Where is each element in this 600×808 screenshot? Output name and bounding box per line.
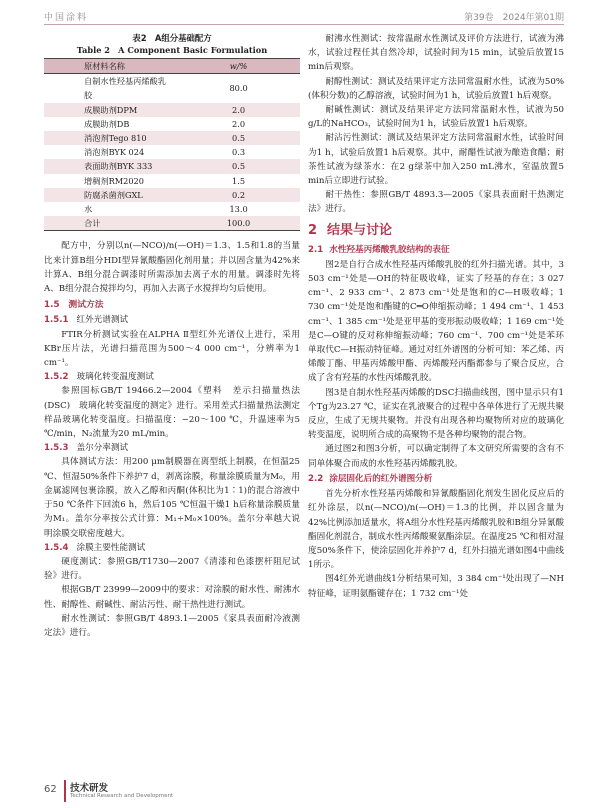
- material-name: 表面助剂BYK 333: [44, 159, 177, 173]
- table-row: [44, 159, 300, 173]
- section-title: 测试方法: [68, 300, 104, 311]
- material-fraction: 0.3: [232, 147, 246, 158]
- table-row: [44, 103, 300, 117]
- table-row: [44, 188, 300, 202]
- material-fraction: 100.0: [177, 216, 300, 231]
- footer-accent-bar: [64, 780, 66, 802]
- page-number: 62: [44, 784, 57, 795]
- right-column: [308, 32, 564, 601]
- material-fraction: 2.0: [232, 118, 246, 129]
- section-number: 2.1: [308, 244, 324, 255]
- section-number: 1.5: [44, 300, 60, 311]
- table-row: [44, 202, 300, 216]
- table-row: [44, 74, 300, 103]
- section-title: 玻璃化转变温度测试: [76, 372, 154, 383]
- table-row: [44, 216, 300, 231]
- section-1-5-4-heading: [44, 541, 300, 555]
- table-caption-cn: 表2 A组分基础配方: [132, 33, 212, 43]
- material-fraction: 2.0: [177, 103, 300, 117]
- ir-spectrum-paragraph: 图2是自行合成水性羟基丙烯酸乳胶的红外扫描光谱。其中，3 503 cm⁻¹处是—OH的特征吸收峰，证实了羟基的存在；3 027 cm⁻¹、2 933 cm⁻¹、2 873 cm⁻¹处是饱和的C—H吸收峰；1 730 cm⁻¹处是饱和酯键的C═O伸缩振动峰；1 494 cm⁻¹、1 453 cm⁻¹、1 385 cm⁻¹处是亚甲基的变形振动吸收峰；1 169 cm⁻¹处是C—O键的反对称伸缩振动峰；760 cm⁻¹、700 cm⁻¹处是苯环单取代C—H振动特征峰。通过对红外谱图的分析可知：苯乙烯、丙烯酸丁酯、甲基丙烯酸甲酯、丙烯酸羟丙酯都参与了聚合反应，合成了含有羟基的水性丙烯酸乳胶。: [308, 259, 564, 384]
- section-title: 涂层固化后的红外谱图分析: [329, 473, 433, 484]
- section-1-5-3-heading: [44, 441, 300, 455]
- stain-paragraph: 耐沾污性测试：测试及结果评定方法同常温耐水性，试验时间为1 h，试验后放置1 h后观察。其中，耐醋性试液为酿造食醋；耐茶性试液为绿茶水：在2 g绿茶中加入250 mL沸水，室温放置5 min后立即进行试验。: [308, 133, 564, 187]
- section-number: 1.5.1: [44, 315, 69, 326]
- section-2-heading: [308, 221, 564, 241]
- journal-name: 中国涂料: [44, 13, 89, 23]
- material-fraction: 1.5: [232, 175, 246, 186]
- material-name: 成膜助剂DB: [84, 118, 130, 129]
- issue-info: 第39卷 2024年第01期: [464, 13, 564, 23]
- section-title: 盖尔分率测试: [76, 443, 129, 454]
- material-name: 合计: [44, 216, 177, 231]
- boiling-water-paragraph: 耐沸水性测试：按常温耐水性测试及评价方法进行，试液为沸水，试验过程任其自然冷却，试验时间为15 min，试验后放置15 min后观察。: [308, 34, 564, 73]
- section-2-2-heading: [308, 472, 564, 486]
- formulation-table: [44, 58, 300, 231]
- curve-analysis-paragraph: 图4红外光谱曲线1分析结果可知，3 384 cm⁻¹处出现了—NH特征峰，证明氨酯键存在；1 732 cm⁻¹处: [308, 574, 564, 599]
- table-header-value: w/%: [177, 59, 300, 74]
- table-row: [44, 117, 300, 131]
- section-number: 1.5.4: [44, 542, 69, 553]
- water-resistance-paragraph: 耐水性测试：参照GB/T 4893.1—2005《家具表面耐冷液测定法》进行。: [44, 613, 300, 638]
- table-row: [44, 174, 300, 188]
- section-title: 结果与讨论: [327, 222, 393, 238]
- table-caption-en: Table 2 A Component Basic Formulation: [76, 45, 268, 55]
- material-fraction: 0.5: [177, 159, 300, 173]
- section-number: 2: [308, 222, 318, 238]
- material-name: 增稠剂RM2020: [84, 175, 144, 186]
- material-fraction: 13.0: [229, 204, 248, 215]
- section-number: 1.5.3: [44, 443, 69, 454]
- running-header: [44, 8, 564, 24]
- section-2-1-heading: [308, 243, 564, 257]
- standard-paragraph: 根据GB/T 23999—2009中的要求：对涂膜的耐水性、耐沸水性、耐醇性、耐碱性、耐沾污性、耐干热性进行测试。: [44, 585, 300, 610]
- dry-heat-paragraph: 耐干热性：参照GB/T 4893.3—2005《家具表面耐干热测定法》进行。: [308, 190, 564, 215]
- section-1-5-heading: [44, 298, 300, 312]
- table-header-name: 原材料名称: [44, 59, 177, 74]
- material-name: 自制水性羟基丙烯酸乳胶: [84, 76, 166, 101]
- hardness-paragraph: 硬度测试：参照GB/T1730—2007《清漆和色漆摆杆阻尼试验》进行。: [44, 556, 300, 582]
- dsc-result-paragraph: 图3是自制水性羟基丙烯酸的DSC扫描曲线图，图中显示只有1个Tg为23.27 ℃，证实在乳液聚合的过程中各单体进行了无规共聚反应，生成了无规共聚物。并没有出现各种均聚物所对应的玻璃化转变温度，说明所合成的高聚物不是各种均聚物的混合物。: [308, 387, 564, 441]
- table-row: [44, 145, 300, 159]
- section-title: 水性羟基丙烯酸乳胶结构的表征: [329, 244, 450, 255]
- section-number: 2.2: [308, 473, 324, 484]
- section-title: 涂膜主要性能测试: [76, 542, 146, 553]
- table-row: [44, 131, 300, 145]
- alcohol-paragraph: 耐醇性测试：测试及结果评定方法同常温耐水性，试液为50%(体积分数)的乙醇溶液，试验时间为1 h，试验后放置1 h后观察。: [308, 76, 564, 101]
- section-number: 1.5.2: [44, 372, 69, 383]
- ftir-paragraph: FTIR分析测试实验在ALPHA Ⅱ型红外光谱仪上进行，采用KBr压片法，光谱扫描范围为500～4 000 cm⁻¹，分辨率为1 cm⁻¹。: [44, 329, 300, 369]
- alkali-paragraph: 耐碱性测试：测试及结果评定方法同常温耐水性，试液为50 g/L的NaHCO₃，试验时间为1 h，试验后放置1 h后观察。: [308, 105, 564, 130]
- dsc-paragraph: 参照国标GB/T 19466.2—2004《塑料 差示扫描量热法(DSC) 玻璃化转变温度的测定》进行。采用差式扫描量热法测定样品玻璃化转变温度。扫描温度：−20～100 ℃，升温速率为5 ℃/min，N₂流量为20 mL/min。: [44, 386, 300, 440]
- material-name: 水: [84, 204, 93, 215]
- material-name: 消泡剂BYK 024: [84, 147, 145, 158]
- material-name: 成膜助剂DPM: [44, 103, 177, 117]
- section-title: 红外光谱测试: [76, 315, 129, 326]
- header-rule: [44, 24, 564, 25]
- material-fraction: 80.0: [229, 83, 248, 94]
- section-1-5-1-heading: [44, 313, 300, 327]
- conclusion-paragraph: 通过图2和图3分析，可以确定制得了本文研究所需要的含有不同单体聚合而成的水性羟基丙烯酸乳胶。: [308, 444, 564, 469]
- material-fraction: 0.2: [177, 188, 300, 202]
- material-name: 防腐杀菌剂GXL: [44, 188, 177, 202]
- material-fraction: 0.5: [177, 131, 300, 145]
- footer-section-cn: 技术研发: [70, 783, 109, 794]
- left-column: [44, 32, 300, 640]
- curing-paragraph: 首先分析水性羟基丙烯酸和异氰酸酯固化剂发生固化反应后的红外涂层，以n(—NCO)/n(—OH)＝1.3的比例，并以固含量为42%比例添加适量水，将A组分水性羟基丙烯酸乳胶和B组分异氰酸酯固化剂混合，制成水性丙烯酸聚氨酯涂层。在温度25 ℃和相对湿度50%条件下，使涂层固化并养护7 d，红外扫描光谱如图4中曲线1所示。: [308, 489, 564, 571]
- section-1-5-2-heading: [44, 370, 300, 384]
- formula-paragraph: 配方中，分别以n(—NCO)/n(—OH)＝1.3、1.5和1.8的当量比来计算B组分HDI型异氰酸酯固化剂用量；并以固含量为42%来计算A、B组分混合调漆时所需添加去离子水的用量。调漆时先将A、B组分混合搅拌均匀，再加入去离子水搅拌均匀后使用。: [44, 241, 300, 295]
- footer-section-en: Technical Research and Development: [70, 793, 174, 799]
- material-name: 消泡剂Tego 810: [44, 131, 177, 145]
- gel-fraction-paragraph: 具体测试方法：用200 μm制膜器在离型纸上制膜，在恒温25 ℃、恒湿50%条件下养护7 d，剥离涂膜，称量涂膜质量为M₀，用金属滤网包裹涂膜，放入乙醇和丙酮(体积比为1∶1)的混合溶液中于50 ℃条件下回流6 h，然后105 ℃恒温干燥1 h后称量涂膜质量为M₁。盖尔分率按公式计算：M₁÷M₀×100%。盖尔分率越大说明涂膜交联密度越大。: [44, 457, 300, 539]
